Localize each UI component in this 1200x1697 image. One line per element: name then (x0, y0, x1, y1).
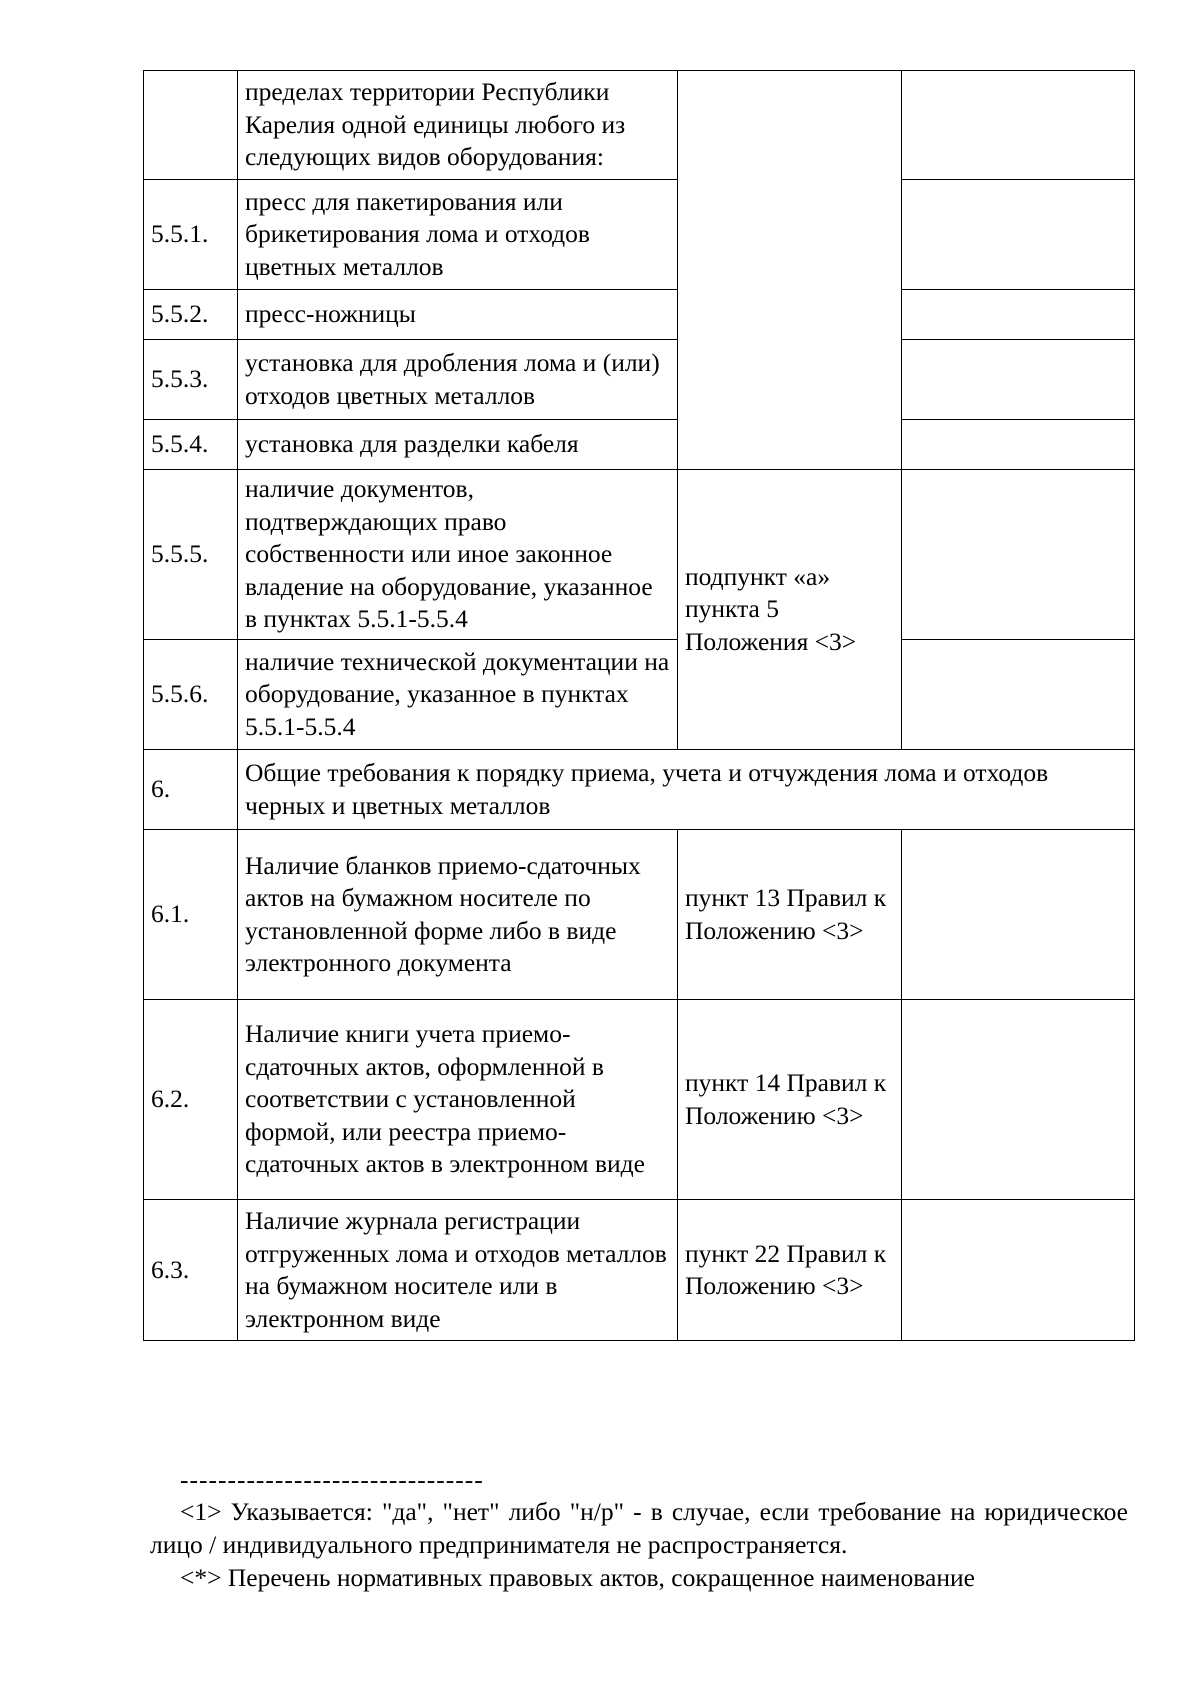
table-row (144, 71, 1135, 180)
answer-cell (902, 640, 1135, 750)
row-number-cell: 5.5.2. (144, 290, 238, 340)
table-row (144, 290, 1135, 340)
table-row (144, 1000, 1135, 1200)
row-number-cell: 6.2. (144, 1000, 238, 1200)
answer-cell (902, 290, 1135, 340)
requirement-cell: пределах территории Республики Карелия одной единицы любого из следующих видов оборудования: (238, 71, 678, 180)
answer-cell (902, 830, 1135, 1000)
answer-cell (902, 1200, 1135, 1341)
table-row (144, 750, 1135, 830)
requirement-cell: Наличие журнала регистрации отгруженных лома и отходов металлов на бумажном носителе или в электронном виде (238, 1200, 678, 1341)
answer-cell (902, 180, 1135, 290)
section-title-cell: Общие требования к порядку приема, учета и отчуждения лома и отходов черных и цветных металлов (238, 750, 1135, 830)
footnotes (150, 1465, 1128, 1594)
row-number-cell: 5.5.4. (144, 420, 238, 470)
row-number-cell: 5.5.1. (144, 180, 238, 290)
row-number-cell: 5.5.5. (144, 470, 238, 640)
reference-cell: пункт 13 Правил к Положению <3> (678, 830, 902, 1000)
reference-cell (678, 180, 902, 290)
reference-cell: подпункт «а» пункта 5 Положения <3> (678, 470, 902, 750)
table-row (144, 640, 1135, 750)
table-row (144, 420, 1135, 470)
reference-cell (678, 71, 902, 180)
requirement-cell: Наличие книги учета приемо-сдаточных актов, оформленной в соответствии с установленной формой, или реестра приемо-сдаточных актов в электронном виде (238, 1000, 678, 1200)
footnote-1: <1> Указывается: "да", "нет" либо "н/р" - в случае, если требование на юридическое лицо / индивидуального предпринимателя не распространяется. (150, 1497, 1128, 1559)
footnote-asterisk: <*> Перечень нормативных правовых актов, сокращенное наименование (180, 1563, 975, 1592)
answer-cell (902, 1000, 1135, 1200)
row-number-cell: 6. (144, 750, 238, 830)
table-row (144, 470, 1135, 640)
reference-cell (678, 340, 902, 420)
requirement-cell: установка для разделки кабеля (238, 420, 678, 470)
row-number-cell: 6.1. (144, 830, 238, 1000)
row-number-cell: 5.5.6. (144, 640, 238, 750)
table-row (144, 1200, 1135, 1341)
table-row (144, 830, 1135, 1000)
answer-cell (902, 420, 1135, 470)
reference-cell (678, 420, 902, 470)
row-number-cell (144, 71, 238, 180)
requirement-cell: наличие технической документации на оборудование, указанное в пунктах 5.5.1-5.5.4 (238, 640, 678, 750)
reference-cell (678, 290, 902, 340)
requirement-cell: Наличие бланков приемо-сдаточных актов на бумажном носителе по установленной форме либо в виде электронного документа (238, 830, 678, 1000)
requirement-cell: установка для дробления лома и (или) отходов цветных металлов (238, 340, 678, 420)
row-number-cell: 6.3. (144, 1200, 238, 1341)
requirement-cell: пресс-ножницы (238, 290, 678, 340)
footnote-separator: -------------------------------- (180, 1465, 484, 1494)
table-row (144, 340, 1135, 420)
reference-cell: пункт 14 Правил к Положению <3> (678, 1000, 902, 1200)
requirement-cell: наличие документов, подтверждающих право собственности или иное законное владение на оборудование, указанное в пунктах 5.5.1-5.5.4 (238, 470, 678, 640)
requirement-cell: пресс для пакетирования или брикетирования лома и отходов цветных металлов (238, 180, 678, 290)
answer-cell (902, 470, 1135, 640)
answer-cell (902, 71, 1135, 180)
table-row (144, 180, 1135, 290)
reference-cell: пункт 22 Правил к Положению <3> (678, 1200, 902, 1341)
row-number-cell: 5.5.3. (144, 340, 238, 420)
answer-cell (902, 340, 1135, 420)
requirements-table (143, 70, 1135, 1341)
